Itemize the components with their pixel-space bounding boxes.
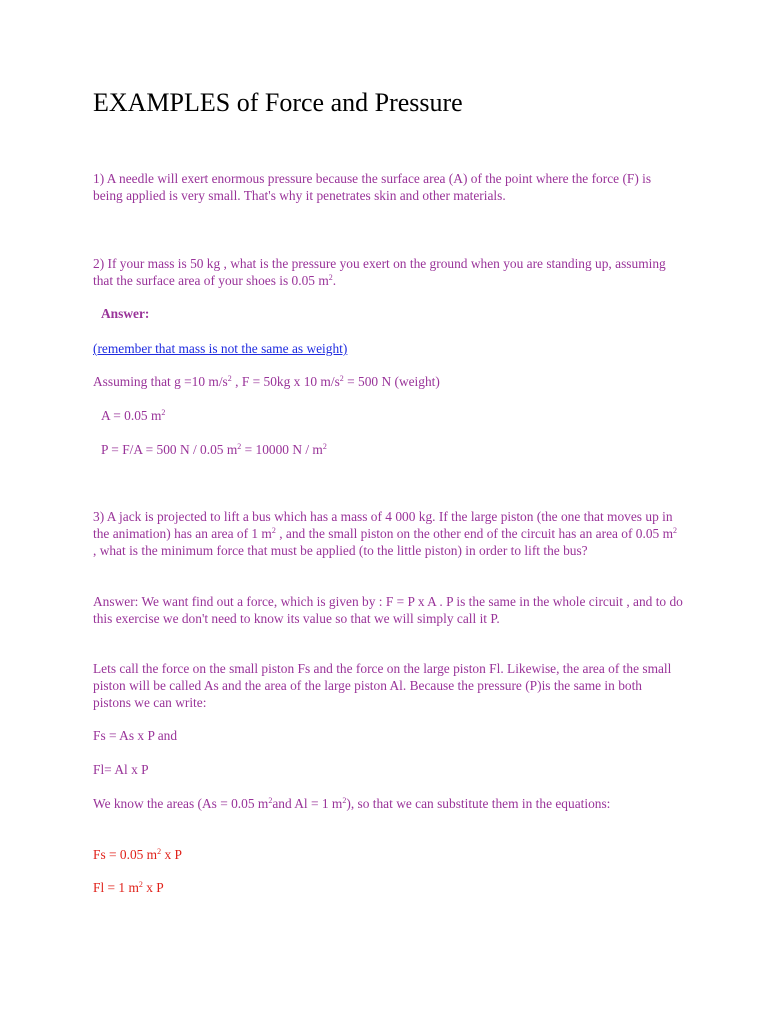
pressure-text: P = F/A = 500 N / 0.05 m [101,442,238,457]
example-3-question [93,509,683,559]
equation-fs: Fs = As x P and [93,728,178,743]
pressure-line [101,442,691,459]
superscript: 2 [138,880,143,889]
superscript: 2 [161,408,166,417]
equation-text: x P [142,880,164,895]
example-2-question-text: 2) If your mass is 50 kg , what is the pressure you exert on the ground when you are standing up, assuming that the surface area of your shoes is 0.05 m [93,256,666,288]
areas-text: We know the areas (As = 0.05 m [93,796,269,811]
area-text: A = 0.05 m [101,408,162,423]
superscript: 2 [673,525,678,535]
superscript: 2 [157,847,162,856]
assumption-text: = 500 N (weight) [343,374,440,389]
assumption-text: Assuming that g =10 m/s [93,374,228,389]
area-line [101,408,691,425]
areas-text: ), so that we can substitute them in the equations: [346,796,611,811]
punctuation: . [332,272,337,288]
example-2-question [93,256,683,290]
areas-text: and Al = 1 m [272,796,343,811]
superscript: 2 [237,442,242,451]
equation-fs-substituted [93,847,683,864]
equation-text: x P [161,847,182,862]
superscript: 2 [322,442,327,451]
assumption-text: , F = 50kg x 10 m/s [231,374,340,389]
superscript: 2 [342,796,347,805]
piston-explanation: Lets call the force on the small piston Fs and the force on the large piston Fl. Likewise, the area of the small piston will be called As and the area of the large piston Al. Because the pressure (P)is the same in both pistons we can write: [93,661,672,710]
equation-fl: Fl= Al x P [93,762,149,777]
remember-link[interactable]: (remember that mass is not the same as weight) [93,341,348,356]
superscript: 2 [271,525,276,535]
example-3-answer: Answer: We want find out a force, which is given by : F = P x A . P is the same in the whole circuit , and to do this exercise we don't need to know its value so that we will simply call it P. [93,594,683,626]
equation-text: Fs = 0.05 m [93,847,158,862]
pressure-text: = 10000 N / m [241,442,323,457]
example-3-text: , what is the minimum force that must be applied (to the little piston) in order to lift the bus? [93,542,588,558]
superscript: 2 [268,796,273,805]
equation-fl-substituted [93,880,683,897]
assumption-line [93,374,683,391]
areas-known [93,796,683,813]
answer-label: Answer: [101,306,150,321]
remember-note [93,341,683,358]
superscript: 2 [339,374,344,383]
superscript: 2 [328,272,333,282]
example-3-text: 3) A jack is projected to lift a bus which has a mass of 4 000 kg. If the large piston (the one that moves up in the animation) has an area of 1 m [93,509,673,541]
superscript: 2 [227,374,232,383]
example-3-text: , and the small piston on the other end of the circuit has an area of 0.05 m [275,525,674,541]
example-1-text: 1) A needle will exert enormous pressure because the surface area (A) of the point where the force (F) is being applied is very small. That's why it penetrates skin and other materials. [93,171,652,203]
equation-text: Fl = 1 m [93,880,139,895]
page-title: EXAMPLES of Force and Pressure [93,88,463,117]
